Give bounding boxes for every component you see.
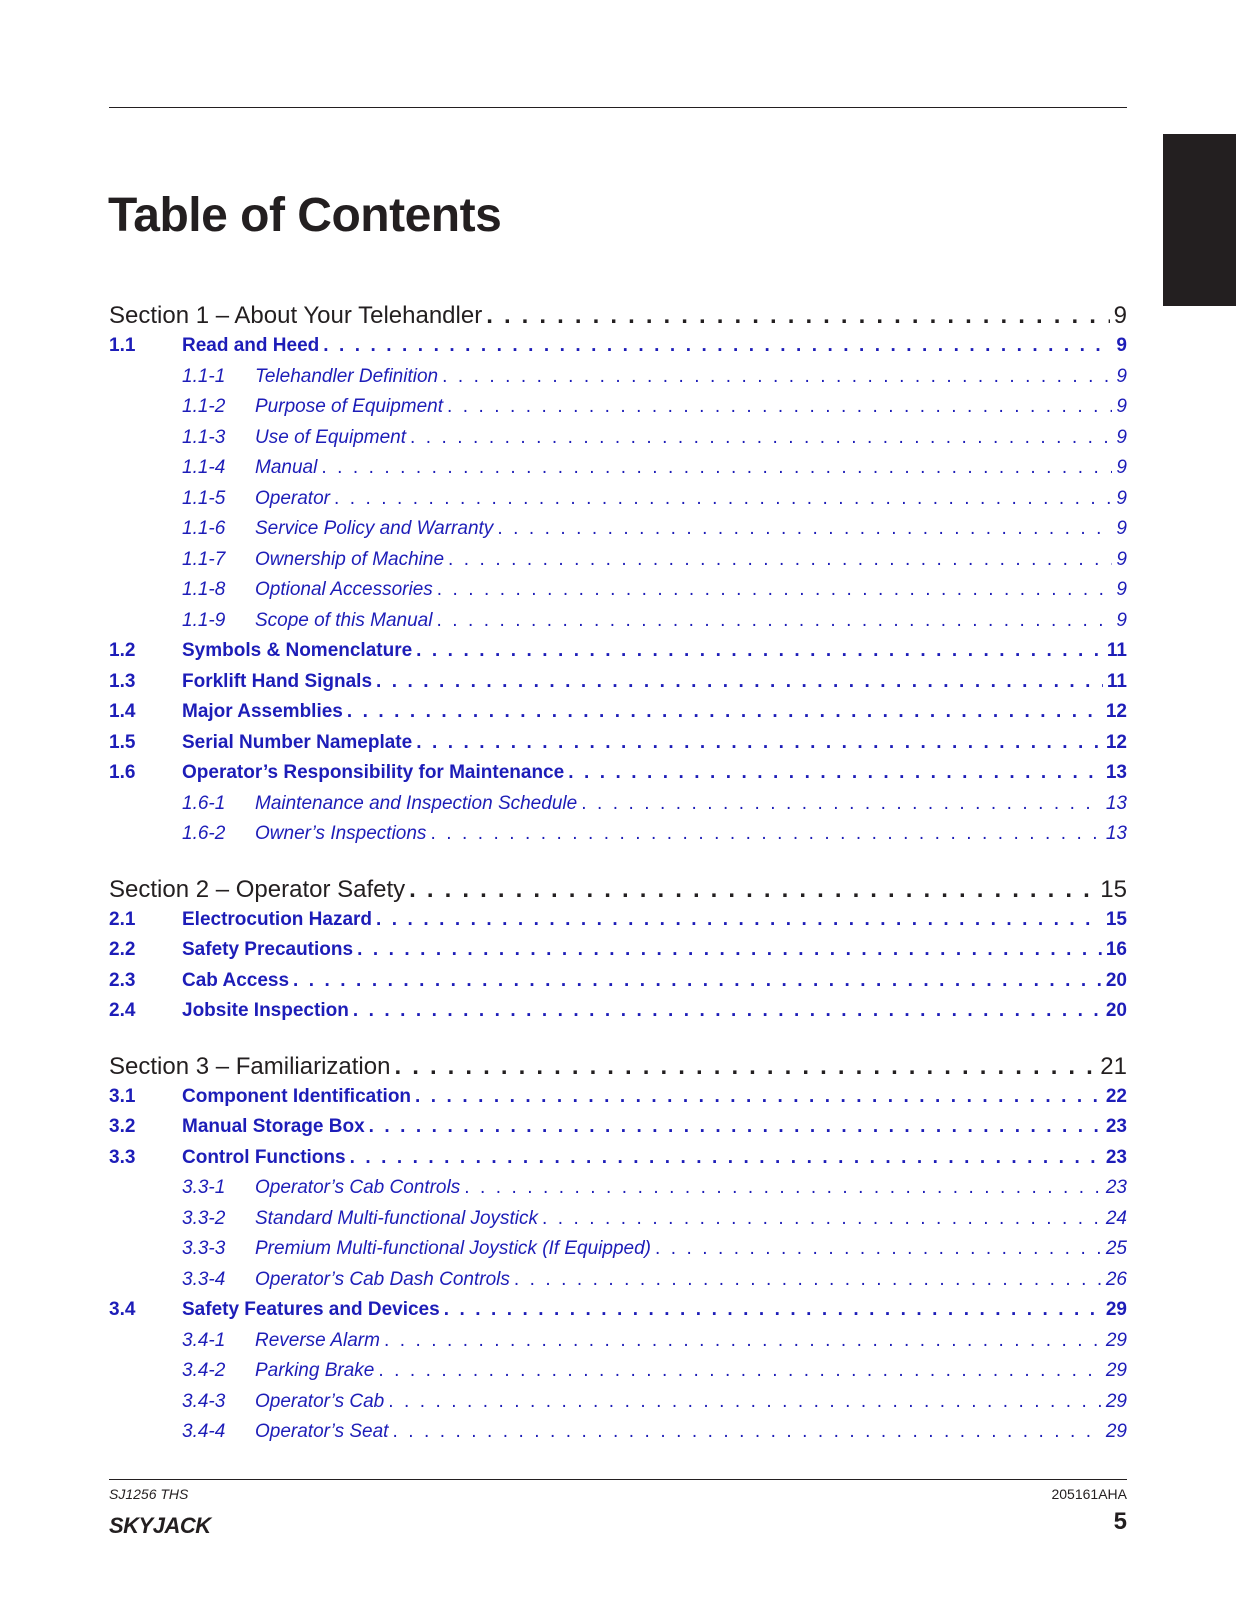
dot-leader — [442, 366, 1112, 388]
dot-leader — [437, 579, 1113, 601]
toc-section-heading[interactable] — [109, 876, 1127, 909]
toc-entry[interactable] — [109, 823, 1127, 854]
toc-entry-title: Service Policy and Warranty — [255, 518, 494, 539]
toc-entry-title: Serial Number Nameplate — [182, 731, 413, 753]
table-of-contents — [109, 302, 1127, 1452]
toc-page-number: 23 — [1105, 1146, 1127, 1168]
toc-entry-number: 3.4-2 — [182, 1360, 226, 1381]
toc-entry-title: Scope of this Manual — [255, 609, 433, 631]
toc-page-number: 15 — [1100, 875, 1127, 903]
toc-entry-number: Section 3 – Familiarization — [109, 1052, 391, 1080]
dot-leader — [486, 302, 1109, 330]
dot-leader — [392, 1421, 1101, 1443]
toc-entry-number: 3.3 — [109, 1146, 136, 1168]
toc-entry-title: Control Functions — [182, 1146, 346, 1168]
toc-entry[interactable] — [109, 1086, 1127, 1117]
toc-section-heading[interactable] — [109, 1053, 1127, 1086]
toc-entry-title: Component Identification — [182, 1085, 412, 1107]
toc-entry-number: 3.1 — [109, 1085, 136, 1107]
toc-entry-title: Symbols & Nomenclature — [182, 640, 413, 661]
toc-entry-number: Section 1 – About Your Telehandler — [109, 302, 483, 329]
toc-entry-title: Maintenance and Inspection Schedule — [255, 792, 578, 814]
toc-entry[interactable] — [109, 1330, 1127, 1361]
toc-entry[interactable] — [109, 366, 1127, 397]
toc-entry-number: 1.1-6 — [182, 518, 226, 539]
dot-leader — [436, 610, 1112, 632]
skyjack-logo — [109, 1513, 211, 1537]
toc-entry-number: 1.1 — [109, 335, 136, 356]
dot-leader — [655, 1238, 1102, 1260]
toc-entry-number: Section 2 – Operator Safety — [109, 875, 406, 903]
toc-entry-number: 1.1-2 — [182, 396, 226, 417]
header-rule — [109, 107, 1127, 108]
toc-entry[interactable] — [109, 1000, 1127, 1031]
dot-leader — [376, 909, 1102, 931]
toc-entry[interactable] — [109, 701, 1127, 732]
toc-entry[interactable] — [109, 640, 1127, 671]
toc-entry-title: Operator’s Cab Controls — [255, 1177, 461, 1198]
toc-entry[interactable] — [109, 488, 1127, 519]
dot-leader — [410, 427, 1112, 449]
logo-text: SKYJACK — [109, 1513, 211, 1538]
toc-entry[interactable] — [109, 793, 1127, 824]
toc-entry-number: 1.1-7 — [182, 548, 226, 570]
dot-leader — [350, 1147, 1102, 1169]
toc-page-number: 29 — [1105, 1360, 1127, 1381]
toc-entry-number: 3.4-1 — [182, 1329, 226, 1351]
toc-entry-number: 3.2 — [109, 1116, 136, 1137]
toc-entry-number: 1.5 — [109, 731, 136, 753]
toc-entry-title: Optional Accessories — [255, 579, 433, 600]
dot-leader — [447, 396, 1112, 418]
toc-page-number: 11 — [1106, 640, 1127, 661]
toc-entry-number: 3.3-2 — [182, 1207, 226, 1229]
toc-entry[interactable] — [109, 1208, 1127, 1239]
toc-entry[interactable] — [109, 1360, 1127, 1391]
toc-entry-title: Purpose of Equipment — [255, 396, 444, 417]
toc-entry-title: Operator’s Seat — [255, 1421, 389, 1442]
toc-entry[interactable] — [109, 762, 1127, 793]
toc-page-number: 9 — [1116, 335, 1127, 356]
toc-entry-title: Owner’s Inspections — [255, 823, 427, 844]
toc-entry-number: 3.4-4 — [182, 1421, 226, 1442]
toc-section-heading[interactable] — [109, 302, 1127, 335]
toc-entry[interactable] — [109, 335, 1127, 366]
dot-leader — [581, 793, 1102, 815]
dot-leader — [444, 1299, 1102, 1321]
toc-page-number: 26 — [1105, 1268, 1127, 1290]
toc-entry-title: Telehandler Definition — [255, 365, 439, 387]
toc-entry-title: Reverse Alarm — [255, 1329, 380, 1351]
dot-leader — [388, 1391, 1102, 1413]
toc-page-number: 9 — [1116, 548, 1127, 570]
page-title: Table of Contents — [108, 189, 502, 242]
toc-page-number: 20 — [1105, 969, 1127, 991]
dot-leader — [497, 518, 1112, 540]
dot-leader — [394, 1053, 1096, 1081]
toc-entry[interactable] — [109, 1116, 1127, 1147]
toc-page-number: 12 — [1105, 731, 1127, 753]
toc-page-number: 13 — [1105, 762, 1127, 783]
toc-entry-number: 1.1-5 — [182, 487, 226, 509]
toc-entry-title: Operator’s Responsibility for Maintenance — [182, 762, 565, 783]
toc-page-number: 9 — [1113, 302, 1127, 329]
toc-entry-number: 1.2 — [109, 640, 136, 661]
footer-document-number: 205161AHA — [1051, 1486, 1127, 1502]
toc-page-number: 22 — [1105, 1085, 1127, 1107]
toc-entry-title: Forklift Hand Signals — [182, 670, 373, 692]
toc-entry[interactable] — [109, 939, 1127, 970]
toc-page-number: 29 — [1105, 1299, 1127, 1320]
toc-entry[interactable] — [109, 1421, 1127, 1452]
toc-entry-number: 3.3-4 — [182, 1268, 226, 1290]
toc-entry-number: 1.6 — [109, 762, 136, 783]
dot-leader — [384, 1330, 1102, 1352]
toc-page-number: 20 — [1105, 1000, 1127, 1021]
toc-page-number: 9 — [1116, 365, 1127, 387]
toc-entry-title: Ownership of Machine — [255, 548, 445, 570]
toc-page-number: 21 — [1100, 1052, 1127, 1080]
toc-entry-number: 1.6-2 — [182, 823, 226, 844]
toc-entry-number: 1.1-8 — [182, 579, 226, 600]
toc-entry-number: 1.1-1 — [182, 365, 226, 387]
toc-page-number: 29 — [1105, 1421, 1127, 1442]
toc-page-number: 15 — [1105, 908, 1127, 930]
toc-entry[interactable] — [109, 970, 1127, 1001]
toc-entry[interactable] — [109, 610, 1127, 641]
toc-page-number: 9 — [1116, 396, 1127, 417]
footer-model: SJ1256 THS — [109, 1486, 189, 1502]
toc-page-number: 12 — [1105, 701, 1127, 722]
toc-page-number: 29 — [1105, 1390, 1127, 1412]
toc-page-number: 9 — [1116, 487, 1127, 509]
toc-entry-number: 3.4-3 — [182, 1390, 226, 1412]
dot-leader — [376, 671, 1103, 693]
toc-entry[interactable] — [109, 671, 1127, 702]
toc-entry[interactable] — [109, 579, 1127, 610]
toc-entry[interactable] — [109, 1238, 1127, 1269]
toc-entry-number: 3.3-3 — [182, 1238, 226, 1259]
toc-entry-number: 2.3 — [109, 969, 136, 991]
dot-leader — [334, 488, 1112, 510]
toc-page-number: 9 — [1116, 426, 1127, 448]
toc-entry-number: 2.2 — [109, 939, 136, 960]
toc-entry-title: Premium Multi-functional Joystick (If Equipped) — [255, 1238, 651, 1259]
toc-entry-title: Use of Equipment — [255, 426, 407, 448]
toc-entry-title: Operator — [255, 487, 330, 509]
toc-page-number: 9 — [1116, 457, 1127, 478]
toc-entry[interactable] — [109, 457, 1127, 488]
dot-leader — [415, 1086, 1102, 1108]
toc-entry-number: 1.3 — [109, 670, 136, 692]
dot-leader — [347, 701, 1102, 723]
dot-leader — [378, 1360, 1102, 1382]
dot-leader — [293, 970, 1102, 992]
footer-rule — [109, 1479, 1127, 1480]
toc-entry-title: Major Assemblies — [182, 701, 343, 722]
toc-entry-number: 3.4 — [109, 1299, 136, 1320]
toc-page-number: 11 — [1106, 670, 1127, 692]
dot-leader — [514, 1269, 1102, 1291]
toc-entry-number: 1.4 — [109, 701, 136, 722]
toc-entry-title: Jobsite Inspection — [182, 1000, 349, 1021]
toc-entry[interactable] — [109, 732, 1127, 763]
page-number: 5 — [1113, 1508, 1127, 1535]
toc-entry-title: Read and Heed — [182, 335, 320, 356]
toc-entry-number: 1.6-1 — [182, 792, 226, 814]
toc-entry[interactable] — [109, 518, 1127, 549]
toc-page-number: 16 — [1105, 939, 1127, 960]
dot-leader — [464, 1177, 1102, 1199]
toc-page-number: 13 — [1105, 823, 1127, 844]
toc-entry[interactable] — [109, 427, 1127, 458]
toc-entry-title: Standard Multi-functional Joystick — [255, 1207, 539, 1229]
toc-page-number: 24 — [1105, 1207, 1127, 1229]
dot-leader — [353, 1000, 1102, 1022]
dot-leader — [430, 823, 1101, 845]
toc-entry-title: Safety Features and Devices — [182, 1299, 440, 1320]
section-tab-marker — [1163, 134, 1236, 306]
dot-leader — [409, 876, 1096, 904]
toc-entry-number: 2.4 — [109, 1000, 136, 1021]
toc-entry-title: Safety Precautions — [182, 939, 354, 960]
toc-entry-title: Cab Access — [182, 969, 290, 991]
toc-page-number: 13 — [1105, 792, 1127, 814]
toc-entry-number: 3.3-1 — [182, 1177, 226, 1198]
toc-entry[interactable] — [109, 1147, 1127, 1178]
toc-entry-title: Operator’s Cab — [255, 1390, 385, 1412]
toc-entry-title: Electrocution Hazard — [182, 908, 373, 930]
toc-entry[interactable] — [109, 909, 1127, 940]
toc-entry[interactable] — [109, 1269, 1127, 1300]
dot-leader — [357, 939, 1102, 961]
toc-page-number: 9 — [1116, 609, 1127, 631]
toc-entry[interactable] — [109, 1391, 1127, 1422]
dot-leader — [369, 1116, 1102, 1138]
dot-leader — [448, 549, 1112, 571]
toc-page-number: 9 — [1116, 579, 1127, 600]
toc-entry-title: Manual — [255, 457, 318, 478]
toc-page-number: 9 — [1116, 518, 1127, 539]
dot-leader — [416, 640, 1103, 662]
dot-leader — [321, 457, 1112, 479]
toc-entry[interactable] — [109, 1299, 1127, 1330]
toc-page-number: 23 — [1105, 1177, 1127, 1198]
dot-leader — [323, 335, 1112, 357]
toc-page-number: 29 — [1105, 1329, 1127, 1351]
toc-entry-number: 1.1-3 — [182, 426, 226, 448]
toc-entry-title: Parking Brake — [255, 1360, 375, 1381]
dot-leader — [542, 1208, 1102, 1230]
toc-entry-number: 1.1-4 — [182, 457, 226, 478]
toc-entry-number: 1.1-9 — [182, 609, 226, 631]
dot-leader — [416, 732, 1102, 754]
toc-entry-title: Operator’s Cab Dash Controls — [255, 1268, 510, 1290]
toc-entry[interactable] — [109, 396, 1127, 427]
toc-entry-number: 2.1 — [109, 908, 136, 930]
toc-page-number: 23 — [1105, 1116, 1127, 1137]
toc-entry-title: Manual Storage Box — [182, 1116, 365, 1137]
toc-entry[interactable] — [109, 1177, 1127, 1208]
toc-page-number: 25 — [1105, 1238, 1127, 1259]
dot-leader — [568, 762, 1102, 784]
toc-entry[interactable] — [109, 549, 1127, 580]
